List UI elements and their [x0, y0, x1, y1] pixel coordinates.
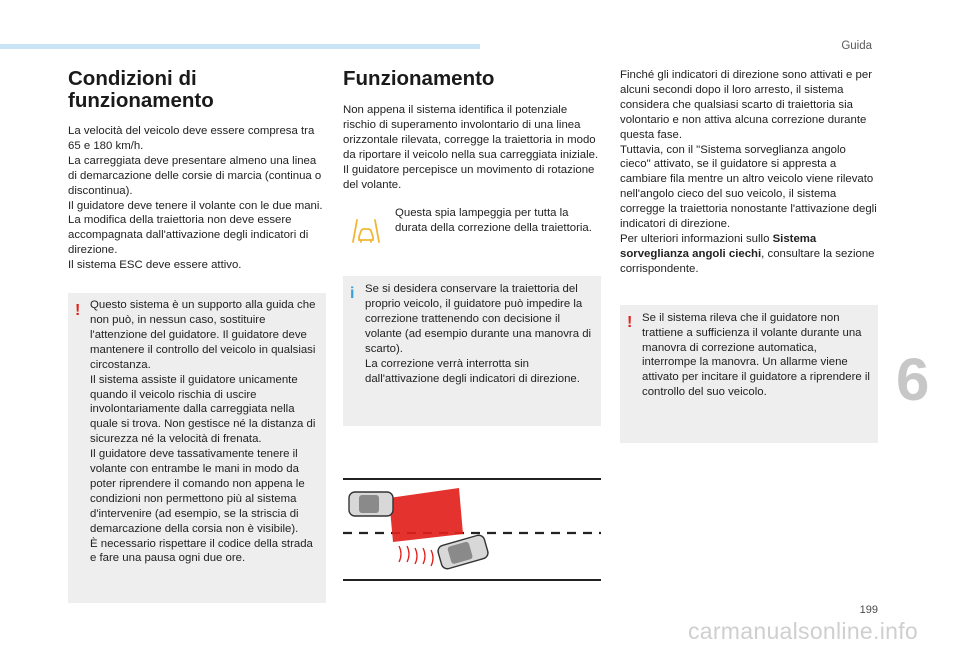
lane-correction-illustration	[343, 478, 601, 582]
column-conditions	[68, 68, 326, 603]
info-paragraph: Se si desidera conservare la traiettoria del proprio veicolo, il guidatore può impedire la correzione trattenendo con decisione il volante (ad esempio durante una manovra di scarto).	[365, 283, 592, 356]
warning-exclamation-icon: !	[75, 302, 81, 320]
blind-spot-system-link: Sistema sorveglianza angoli ciechi	[620, 232, 817, 260]
car-top-left	[349, 492, 393, 516]
correction-wave-marks	[399, 546, 433, 566]
info-paragraph: La correzione verrà interrotta sin dall'attivazione degli indicatori di direzione.	[365, 357, 580, 385]
conditions-paragraph: Il sistema ESC deve essere attivo.	[68, 259, 242, 272]
conditions-paragraph: La velocità del veicolo deve essere compresa tra 65 e 180 km/h.	[68, 125, 315, 152]
lamp-description: Questa spia lampeggia per tutta la durata della correzione della traiettoria.	[395, 207, 592, 235]
conditions-title: Condizioni di funzionamento	[68, 67, 214, 112]
indicators-paragraph: Tuttavia, con il "Sistema sorveglianza angolo cieco" attivato, se il guidatore si appresta a cambiare fila mentre un altro veicolo viene rilevato nell'angolo cieco del suo veicolo, il sistema corregge la traiettoria nonostante l'attivazione degli indicatori di direzione.	[620, 143, 877, 231]
blind-spot-zone-shape	[389, 488, 463, 542]
conditions-paragraph: La carreggiata deve presentare almeno una linea di demarcazione delle corsie di marcia (continua o discontinua).	[68, 154, 322, 197]
operation-paragraph: Non appena il sistema identifica il potenziale rischio di superamento involontario di una linea orizzontale rilevata, corregge la traiettoria in modo da riportare il veicolo nella sua carreggiata iniziale.	[343, 104, 599, 161]
info-note-override	[343, 276, 601, 426]
conditions-paragraph: Il guidatore deve tenere il volante con le due mani.	[68, 199, 323, 212]
column-operation	[343, 68, 601, 426]
section-name: Guida	[841, 40, 872, 52]
warning-paragraph: Il sistema assiste il guidatore unicamente quando il veicolo rischia di uscire involontariamente dalla carreggiata nella quale si trova. Non gestisce né la distanza di sicurezza né la velocità di frenata.	[90, 373, 316, 446]
lamp-row	[343, 206, 601, 262]
conditions-paragraph: La modifica della traiettoria non deve essere accompagnata dall'attivazione degli indicatori di direzione.	[68, 214, 309, 257]
chapter-number: 6	[896, 346, 930, 413]
operation-paragraph: Il guidatore percepisce un movimento di rotazione del volante.	[343, 163, 595, 191]
warning-paragraph: Se il sistema rileva che il guidatore non trattiene a sufficienza il volante durante una manovra di correzione automatica, interrompe la manovra. Un allarme viene attivato per incitare il guidatore a riprendere il controllo del suo veicolo.	[642, 311, 870, 399]
header-accent-bar	[0, 44, 480, 49]
lane-keeping-warning-lamp-icon	[351, 216, 381, 246]
warning-note-assist	[68, 293, 326, 603]
page-number: 199	[859, 604, 878, 616]
car-bottom-correcting	[437, 534, 490, 570]
indicators-reference-paragraph: Per ulteriori informazioni sullo Sistema sorveglianza angoli ciechi, consultare la sezione corrispondente.	[620, 232, 875, 275]
operation-title: Funzionamento	[343, 67, 495, 90]
info-i-icon: i	[350, 285, 355, 303]
warning-paragraph: Questo sistema è un supporto alla guida che non può, in nessun caso, sostituire l'attenzione del guidatore. Il guidatore deve mantenere il controllo del veicolo in qualsiasi circostanza.	[90, 299, 316, 371]
warning-note-steering	[620, 305, 878, 443]
watermark-text: carmanualsonline.info	[687, 618, 918, 644]
warning-paragraph: È necessario rispettare il codice della strada e fare una pausa ogni due ore.	[90, 537, 313, 565]
column-indicators	[620, 68, 878, 443]
warning-exclamation-icon: !	[627, 313, 633, 331]
warning-paragraph: Il guidatore deve tassativamente tenere il volante con entrambe le mani in modo da poter riprendere il comando non appena le condizioni non permettono più al sistema d'intervenire (ad esempio, se la striscia di demarcazione della corsia non è visibile).	[90, 448, 305, 535]
indicators-paragraph: Finché gli indicatori di direzione sono attivati e per alcuni secondi dopo il loro arresto, il sistema considera che qualsiasi scarto di traiettoria sia volontario e non attiva alcuna correzione durante questa fase.	[620, 69, 872, 141]
